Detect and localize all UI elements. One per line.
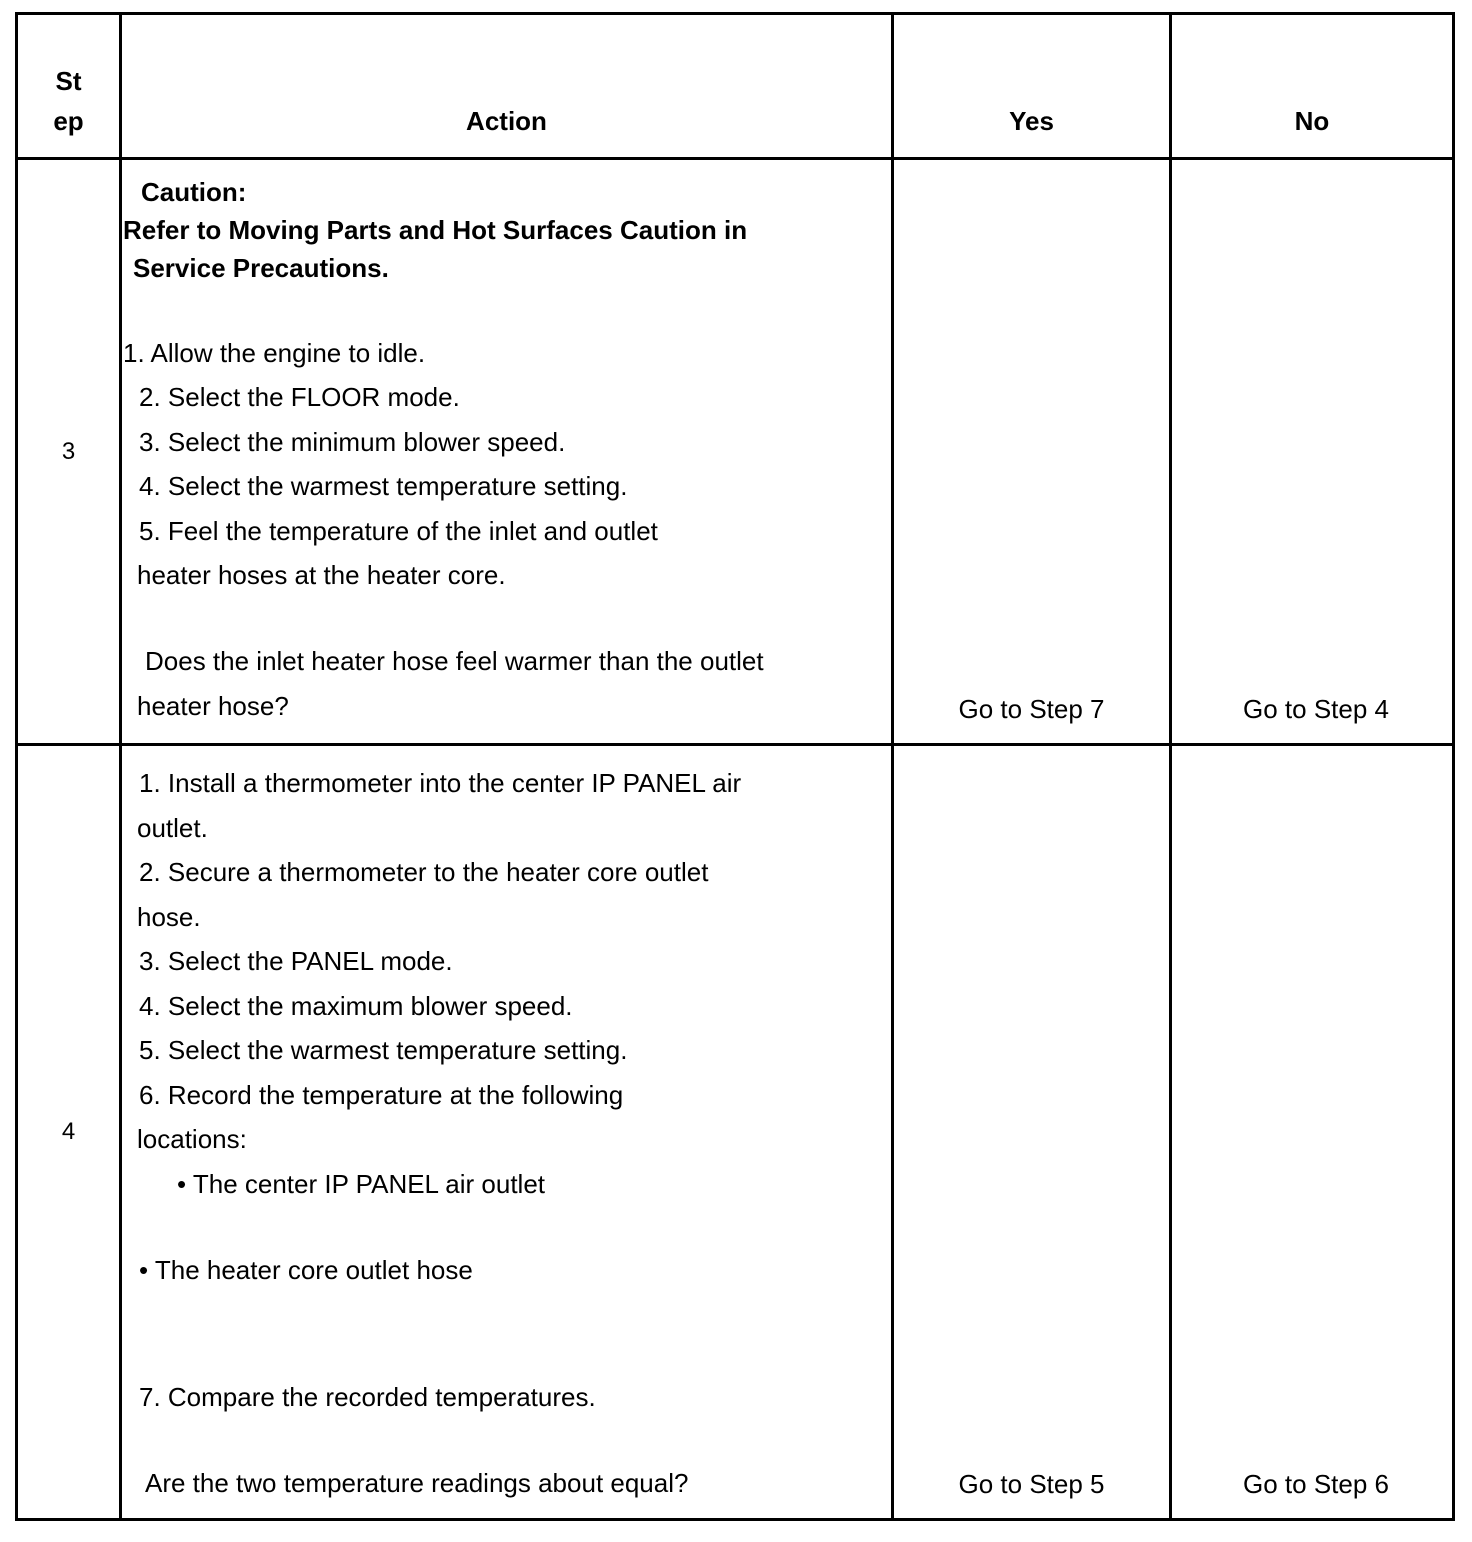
bullet-item: • The heater core outlet hose	[139, 1255, 473, 1285]
list-item: 2. Secure a thermometer to the heater core outlet	[139, 857, 709, 887]
list-item: 5. Feel the temperature of the inlet and outlet	[139, 516, 658, 546]
list-item: heater hoses at the heater core.	[137, 560, 506, 590]
question-line-1: Does the inlet heater hose feel warmer than the outlet	[145, 646, 764, 676]
caution-text-line-1: Refer to Moving Parts and Hot Surfaces Caution in	[123, 215, 748, 245]
list-item: 7. Compare the recorded temperatures.	[139, 1382, 596, 1412]
list-item: outlet.	[137, 813, 208, 843]
list-item: hose.	[137, 902, 201, 932]
caution-text-line-2: Service Precautions.	[133, 253, 389, 283]
table-row-step-3	[17, 159, 1454, 745]
list-item: 5. Select the warmest temperature setting.	[139, 1035, 628, 1065]
yes-answer: Go to Step 7	[893, 159, 1171, 745]
list-item: 4. Select the maximum blower speed.	[139, 991, 573, 1021]
header-step-line1: St	[55, 66, 82, 96]
list-item: 1. Install a thermometer into the center IP PANEL air	[139, 768, 742, 798]
step-number: 3	[17, 159, 121, 745]
header-no: No	[1171, 14, 1454, 159]
list-item: 2. Select the FLOOR mode.	[139, 382, 460, 412]
yes-answer: Go to Step 5	[893, 745, 1171, 1520]
header-action: Action	[121, 14, 893, 159]
header-row	[17, 14, 1454, 159]
action-cell	[121, 159, 893, 745]
question-line: Are the two temperature readings about equal?	[145, 1468, 689, 1498]
list-item: 4. Select the warmest temperature setting.	[139, 471, 628, 501]
step-number: 4	[17, 745, 121, 1520]
no-answer: Go to Step 6	[1171, 745, 1454, 1520]
table-row-step-4	[17, 745, 1454, 1520]
list-item: 3. Select the PANEL mode.	[139, 946, 453, 976]
list-item: 3. Select the minimum blower speed.	[139, 427, 566, 457]
list-item: 1. Allow the engine to idle.	[123, 338, 426, 368]
bullet-item: • The center IP PANEL air outlet	[177, 1169, 545, 1199]
action-cell	[121, 745, 893, 1520]
diagnostic-table-sheet	[15, 12, 1452, 1521]
header-step	[17, 14, 121, 159]
header-yes: Yes	[893, 14, 1171, 159]
diagnostic-table	[15, 12, 1455, 1521]
caution-title: Caution:	[141, 177, 247, 207]
no-answer: Go to Step 4	[1171, 159, 1454, 745]
question-line-2: heater hose?	[137, 691, 289, 721]
header-step-line2: ep	[53, 106, 84, 136]
list-item: 6. Record the temperature at the following	[139, 1080, 624, 1110]
list-item: locations:	[137, 1124, 247, 1154]
